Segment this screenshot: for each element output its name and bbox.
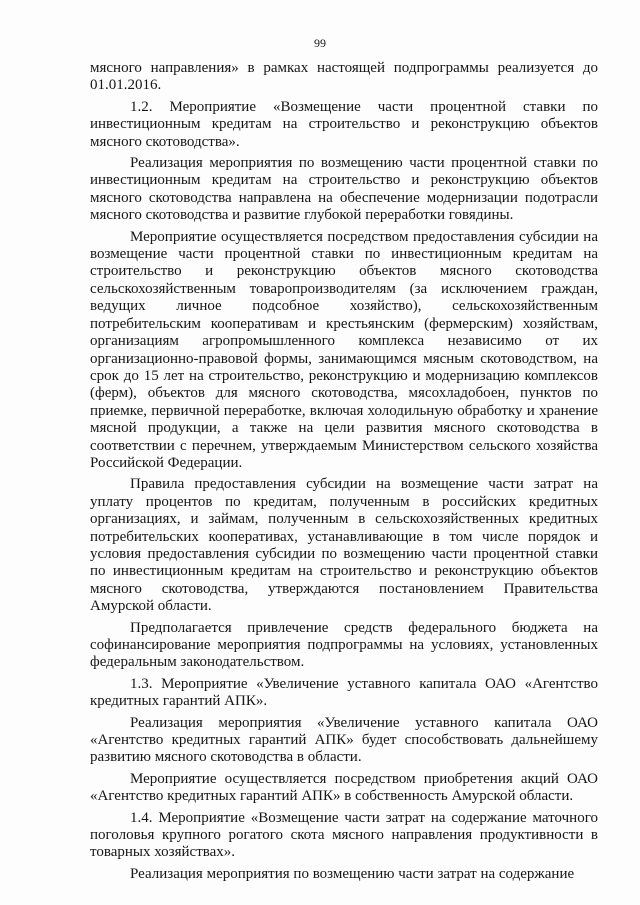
paragraph: Реализация мероприятия по возмещению части процентной ставки по инвестиционным кредитам на строительство и реконструкцию объектов мясного скотоводства направлена на обеспечение модернизации подотрасли мясного скотоводства и развитие глубокой переработки говядины. [90,155,598,224]
paragraph-heading-1-3: 1.3. Мероприятие «Увеличение уставного капитала ОАО «Агентство кредитных гарантий АПК». [90,675,598,710]
paragraph: Мероприятие осуществляется посредством предоставления субсидии на возмещение части процентной ставки по инвестиционным кредитам на строительство и реконструкцию объектов мясного скотоводства сельскохозяйственным товаропроизводителям (за исключением граждан, ведущих личное подсобное хозяйство), сельскохозяйственным потребительским кооперативам и крестьянским (фермерским) хозяйствам, организациям агропромышленного комплекса независимо от их организационно-правовой формы, занимающимся мясным скотоводством, на срок до 15 лет на строительство, реконструкцию и модернизацию комплексов (ферм), объектов для мясного скотоводства, мясохладобоен, пунктов по приемке, первичной переработке, включая холодильную обработку и хранение мясной продукции, а также на цели развития мясного скотоводства в соответствии с перечнем, утверждаемым Министерством сельского хозяйства Российской Федерации. [90,228,598,471]
paragraph-heading-1-4: 1.4. Мероприятие «Возмещение части затрат на содержание маточного поголовья крупного рогатого скота мясного направления продуктивности в товарных хозяйствах». [90,809,598,861]
paragraph: Реализация мероприятия по возмещению части затрат на содержание [130,865,575,882]
paragraph: Мероприятие осуществляется посредством приобретения акций ОАО «Агентство кредитных гарантий АПК» в собственность Амурской области. [90,770,598,805]
paragraph: Правила предоставления субсидии на возмещение части затрат на уплату процентов по кредитам, полученным в российских кредитных организациях, и займам, полученным в сельскохозяйственных кредитных потребительских кооперативах, устанавливающие в том числе порядок и условия предоставления субсидии по возмещению части процентной ставки по инвестиционным кредитам на строительство и реконструкцию объектов мясного скотоводства, утверждаются постановлением Правительства Амурской области. [90,476,598,615]
paragraph: Предполагается привлечение средств федерального бюджета на софинансирование мероприятия подпрограммы на условиях, установленных федеральным законодательством. [90,619,598,671]
paragraph: Реализация мероприятия «Увеличение уставного капитала ОАО «Агентство кредитных гарантий АПК» будет способствовать дальнейшему развитию мясного скотоводства в области. [90,714,598,766]
page-number: 99 [314,36,326,50]
paragraph-heading-1-2: 1.2. Мероприятие «Возмещение части процентной ставки по инвестиционным кредитам на строительство и реконструкцию объектов мясного скотоводства». [90,98,598,150]
document-body [90,60,598,887]
paragraph-continuation: мясного направления» в рамках настоящей подпрограммы реализуется до 01.01.2016. [90,60,598,94]
